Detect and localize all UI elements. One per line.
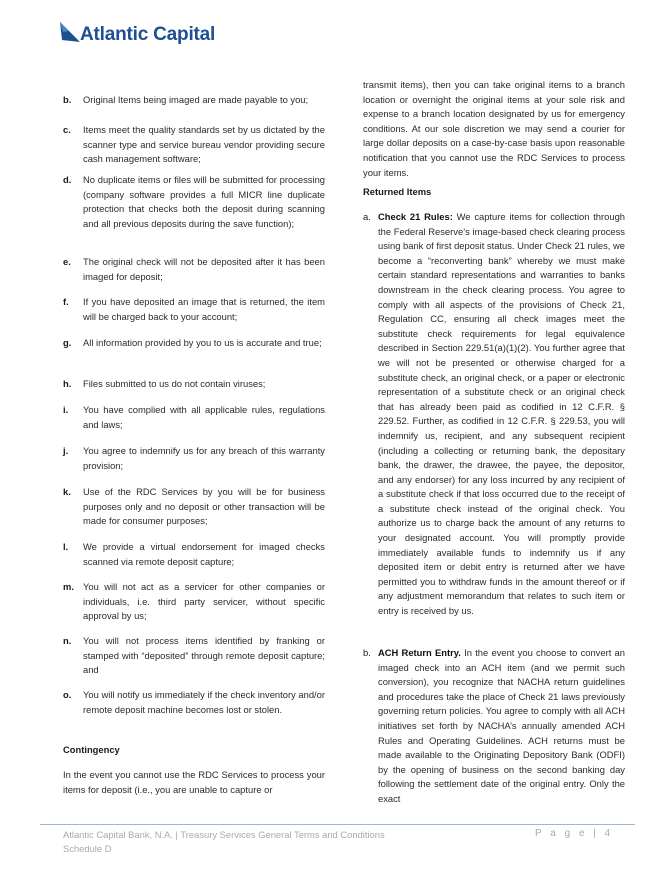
list-item-e xyxy=(63,255,325,284)
page-number-value: | 4 xyxy=(593,828,614,839)
returned-item-title: ACH Return Entry. xyxy=(378,647,461,658)
list-item-g xyxy=(63,336,325,351)
contingency-paragraph: In the event you cannot use the RDC Services to process your items for deposit (i.e., you are unable to capture or xyxy=(63,769,325,795)
list-item-b xyxy=(63,93,325,108)
returned-item-ach xyxy=(363,646,625,807)
logo-mark-icon xyxy=(60,20,82,44)
footer-schedule: Schedule D xyxy=(63,843,112,854)
list-item-label: e. xyxy=(63,256,71,267)
contingency-heading: Contingency xyxy=(63,744,120,755)
list-item-label: c. xyxy=(63,124,71,135)
footer-text xyxy=(63,828,385,856)
returned-item-text xyxy=(378,210,625,619)
list-item-text: Original Items being imaged are made payable to you; xyxy=(83,94,309,105)
list-item-j xyxy=(63,444,325,473)
list-item-label: m. xyxy=(63,581,74,592)
page-number xyxy=(535,828,613,839)
list-item-k xyxy=(63,485,325,529)
list-item-text: Items meet the quality standards set by us dictated by the scanner type and service bureau vendor providing secure cash management software; xyxy=(83,124,325,165)
list-item-i xyxy=(63,403,325,432)
list-item-label: d. xyxy=(63,174,72,185)
logo-text: Atlantic Capital xyxy=(80,24,216,45)
list-item-text: You agree to indemnify us for any breach of this warranty provision; xyxy=(83,445,325,471)
list-item-label: h. xyxy=(63,378,72,389)
list-item-text: You will notify us immediately if the check inventory and/or remote deposit machine becomes lost or stolen. xyxy=(83,689,325,715)
logo xyxy=(60,20,215,44)
list-item-f xyxy=(63,295,325,324)
list-item-text: If you have deposited an image that is returned, the item will be charged back to your account; xyxy=(83,296,325,322)
list-item-c xyxy=(63,123,325,167)
list-item-label: j. xyxy=(63,445,69,456)
list-item-text: You have complied with all applicable rules, regulations and laws; xyxy=(83,404,325,430)
list-item-label: l. xyxy=(63,541,69,552)
returned-item-body: In the event you choose to convert an imaged check into an ACH item (and we permit such conversion), you recognize that NACHA return guidelines and procedures take the place of Check 21 laws previously governing return policies. You agree to comply with all ACH initiatives set forth by NACHA’s annually amended ACH Rules and Operating Guidelines. ACH returns must be made available to the Originating Depository Bank (ODFI) by the opening of business on the second banking day following the settlement date of the original entry. Only the exact xyxy=(378,647,625,804)
list-item-text: We provide a virtual endorsement for imaged checks scanned via remote deposit capture; xyxy=(83,541,325,567)
page-label: P a g e xyxy=(535,828,588,839)
footer-title: Atlantic Capital Bank, N.A. | Treasury Services General Terms and Conditions xyxy=(63,829,385,840)
list-item-text: The original check will not be deposited after it has been imaged for deposit; xyxy=(83,256,325,282)
contingency-continued-paragraph: transmit items), then you can take original items to a branch location or overnight the original items at your sole risk and expense to a branch location designated by us for emergency conditions. At our sole discretion we may send a courier for large dollar deposits on a case-by-case basis upon reasonable notification that you cannot use the RDC Services to process your items. xyxy=(363,79,625,178)
list-item-text: All information provided by you to us is accurate and true; xyxy=(83,337,322,348)
footer-divider xyxy=(40,824,635,825)
list-item-text: Use of the RDC Services by you will be for business purposes only and no deposit or other transaction will be made for consumer purposes; xyxy=(83,486,325,527)
list-item-label: b. xyxy=(63,94,72,105)
returned-item-title: Check 21 Rules: xyxy=(378,211,453,222)
list-item-label: f. xyxy=(63,296,69,307)
list-item-d xyxy=(63,173,325,231)
list-item-text: You will not act as a servicer for other companies or individuals, i.e. third party servicer, without specific approval by us; xyxy=(83,581,325,622)
list-item-m xyxy=(63,580,325,624)
list-item-label: n. xyxy=(63,635,72,646)
list-item-h xyxy=(63,377,325,392)
list-item-label: k. xyxy=(63,486,71,497)
returned-item-label: a. xyxy=(363,211,371,222)
list-item-label: o. xyxy=(63,689,72,700)
list-item-label: g. xyxy=(63,337,72,348)
returned-item-text xyxy=(378,646,625,807)
list-item-l xyxy=(63,540,325,569)
list-item-text: No duplicate items or files will be submitted for processing (company software provides a full MICR line duplicate protection that checks both the deposit during scanning and all previous deposits during the save function); xyxy=(83,174,325,229)
list-item-n xyxy=(63,634,325,678)
returned-item-check21 xyxy=(363,210,625,619)
list-item-text: Files submitted to us do not contain viruses; xyxy=(83,378,266,389)
returned-items-heading: Returned Items xyxy=(363,186,432,197)
returned-item-label: b. xyxy=(363,647,371,658)
list-item-o xyxy=(63,688,325,717)
list-item-label: i. xyxy=(63,404,69,415)
returned-item-body: We capture items for collection through the Federal Reserve’s image-based check clearing process using bank of first deposit status. Under Check 21 rules, we become a “reconverting bank” whereby we must make certain standard representations and warranties to banks downstream in the check clearing process. You agree to comply with all aspects of the provisions of Check 21, Regulation CC, ensuring all check images meet the substitute check requirements for legal equivalence described in Section 229.51(a)(1)(2). You further agree that we will not be presented or otherwise charged for a substitute check, an original check, or a paper or electronic representation of a substitute check or an original check that has already been paid as codified in 12 C.F.R. § 229.52. Further, as codified in 12 C.F.R. § 229.53, you will indemnify us, recipient, and any subsequent recipient (including a collecting or returning bank, the depositary bank, the drawer, the drawee, the payee, the depositor, and any endorser) for any loss incurred by any recipient of a substitute check if that loss occurred due to the receipt of a substitute check instead of the original check. You authorize us to charge back the amount of any returns to your designated account. You will promptly provide immediately available funds to indemnify us if any deposited item or debit entry is returned after we have permitted you to withdraw funds in the amount thereof or if any adjustment memorandum that relates to such item or entry is received by us. xyxy=(378,211,626,617)
list-item-text: You will not process items identified by franking or stamped with “deposited” through remote deposit capture; and xyxy=(83,635,325,676)
